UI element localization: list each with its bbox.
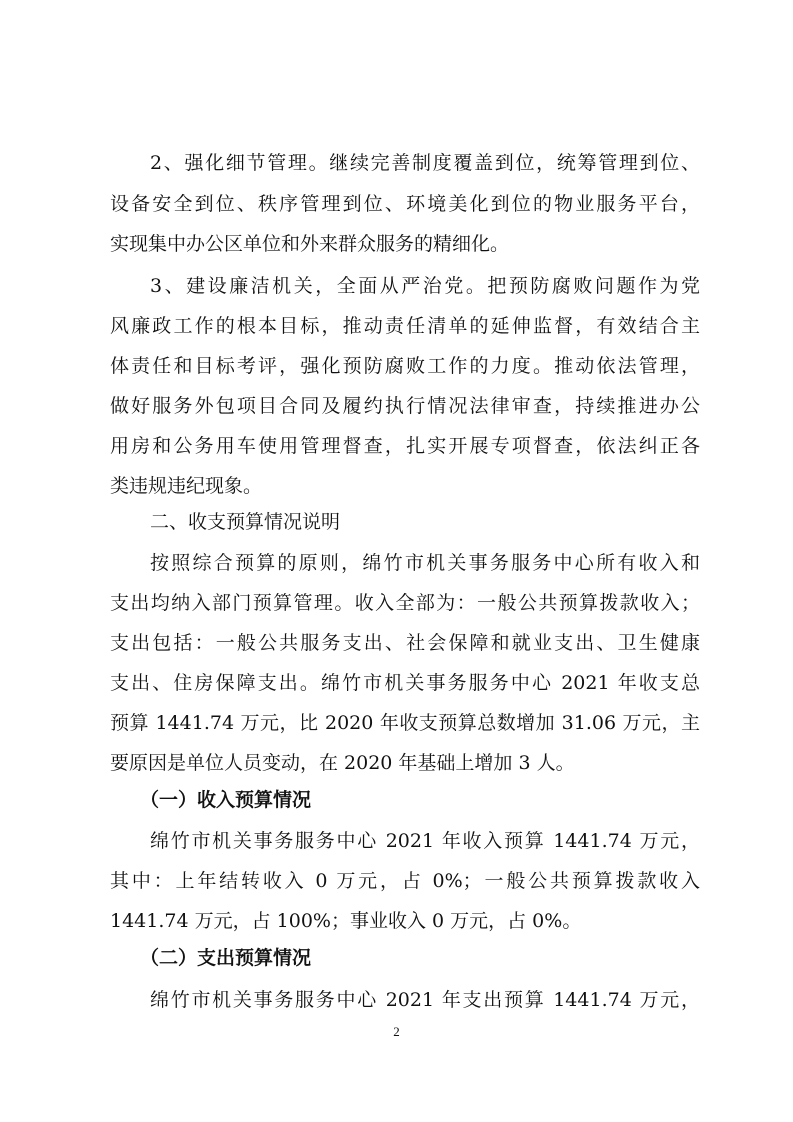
page-number: 2	[393, 1024, 400, 1039]
paragraph-line: 实现集中办公区单位和外来群众服务的精细化。	[110, 233, 510, 255]
paragraph-line: 预算 1441.74 万元，比 2020 年收支预算总数增加 31.06 万元，主	[110, 712, 700, 734]
subheading-expense: （二）支出预算情况	[140, 947, 312, 969]
paragraph-line: 类违规违纪现象。	[110, 475, 263, 497]
paragraph-line: 1441.74 万元，占 100%；事业收入 0 万元，占 0%。	[110, 910, 582, 932]
section-heading: 二、收支预算情况说明	[150, 511, 341, 533]
paragraph-line: 用房和公务用车使用管理督查，扎实开展专项督查，依法纠正各	[110, 435, 700, 457]
paragraph-line: 支出、住房保障支出。绵竹市机关事务服务中心 2021 年收支总	[110, 672, 700, 694]
paragraph-line: 其中：上年结转收入 0 万元，占 0%；一般公共预算拨款收入	[110, 870, 700, 892]
paragraph-line: 支出均纳入部门预算管理。收入全部为：一般公共预算拨款收入；	[110, 592, 700, 614]
paragraph-line: 2、强化细节管理。继续完善制度覆盖到位，统筹管理到位、	[150, 152, 700, 174]
paragraph-line: 做好服务外包项目合同及履约执行情况法律审查，持续推进办公	[110, 395, 700, 417]
paragraph-line: 设备安全到位、秩序管理到位、环境美化到位的物业服务平台，	[110, 193, 700, 215]
paragraph-line: 绵竹市机关事务服务中心 2021 年收入预算 1441.74 万元，	[150, 830, 700, 852]
paragraph-line: 风廉政工作的根本目标，推动责任清单的延伸监督，有效结合主	[110, 315, 700, 337]
paragraph-line: 体责任和目标考评，强化预防腐败工作的力度。推动依法管理，	[110, 355, 700, 377]
paragraph-line: 要原因是单位人员变动，在 2020 年基础上增加 3 人。	[110, 752, 575, 774]
paragraph-line: 支出包括：一般公共服务支出、社会保障和就业支出、卫生健康	[110, 632, 700, 654]
paragraph-line: 按照综合预算的原则，绵竹市机关事务服务中心所有收入和	[150, 552, 700, 574]
subheading-income: （一）收入预算情况	[140, 789, 312, 811]
paragraph-line: 绵竹市机关事务服务中心 2021 年支出预算 1441.74 万元，	[150, 989, 700, 1011]
paragraph-line: 3、建设廉洁机关，全面从严治党。把预防腐败问题作为党	[150, 275, 700, 297]
